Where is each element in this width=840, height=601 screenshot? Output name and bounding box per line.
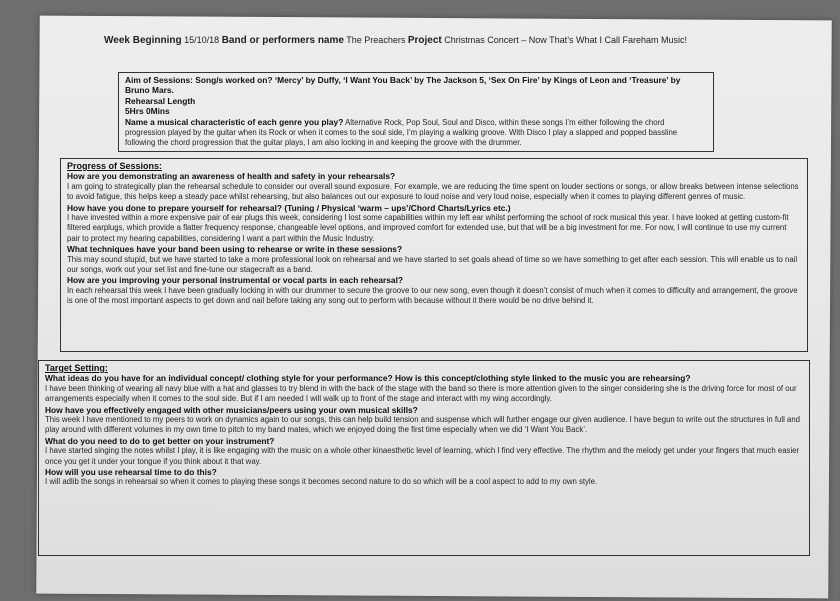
techniques-answer: This may sound stupid, but we have started to take a more professional look on rehearsal and we have started to set goals ahead of time so we have something to get after each session. This will enable us to nail our songs, work out your set list and fine-tune our stagecraft as a band. [67,254,798,275]
improvement-answer: I have started singing the notes whilst I play, it is like engaging with the music on a whole other kinaesthetic level of learning, which I find very effective. The rhythm and the melody get under your fingers that much easier once you get it under your tongue if you think about it that way. [45,446,800,466]
band-value: The Preachers [346,35,406,45]
concept-question: What ideas do you have for an individual concept/ clothing style for your performance? How is this concept/clothing style linked to the music you are rehearsing? [45,373,691,384]
rehearsal-length-value: 5Hrs 0Mins [125,106,170,117]
target-title: Target Setting: [45,363,108,373]
aim-section [118,72,714,152]
improving-answer: In each rehearsal this week I have been gradually locking in with our drummer to secure the groove to our new song, even though it doesn’t consist of much when it comes to difficulty and arrangement, the groove is one of the most important aspects to get down and nail before taking any song out to perform with because without it there would be no drive behind it. [67,285,798,306]
rehearsal-time-answer: I will adlib the songs in rehearsal so when it comes to playing these songs it becomes second nature to do so which will be a cool aspect to add to my own style. [45,477,598,487]
project-value: Christmas Concert – Now That’s What I Call Fareham Music! [444,35,688,45]
progress-section [60,158,808,352]
improvement-question: What do you need to do to get better on your instrument? [45,435,275,446]
band-label: Band or performers name [221,35,344,46]
health-safety-answer: I am going to strategically plan the rehearsal schedule to consider our overall sound exposure. For example, we are reducing the time spent on louder sections or songs, or allow breaks between intense selections to avoid fatigue, this helps keep a steady pace whilst rehearsing, but also balances out our exposure to loud noise and very loud noise, especially when it comes to playing different genres of music. [67,181,799,202]
week-label: Week Beginning [104,35,182,46]
preparation-answer: I have invested within a more expensive pair of ear plugs this week, considering I lost some capabilities within my left ear whilst performing the school of rock musical this year. I have looked at getting custom-fit filtered earplugs, which provide a flatter frequency response, changeable level options, and improved comfort for extended use, but that will be a big investment for me. For now, I will continue to use my current pair to protect my hearing capabilities, considering I want a part within the Music Industry. [67,213,789,243]
document-header [104,34,744,47]
health-safety-question: How are you demonstrating an awareness of health and safety in your rehearsals? [67,171,396,182]
genre-answer: Alternative Rock, Pop Soul, Soul and Disco, within these songs I’m either following the chord progression played by the guitar when its Rock or when it comes to the soul side, I’m playing a walking groove. With Disco I play a slapped and popped bassline following the chord progression that the guitar plays, I am also locking in and keeping the groove with the drummer. [125,117,678,148]
target-section [38,360,810,556]
rehearsal-length-label: Rehearsal Length [125,95,196,106]
week-value: 15/10/18 [184,35,220,45]
rehearsal-time-question: How will you use rehearsal time to do this? [45,467,217,478]
progress-title: Progress of Sessions: [67,161,163,171]
techniques-question: What techniques have your band been using to rehearse or write in these sessions? [67,244,403,255]
aim-heading: Aim of Sessions: Song/s worked on? ‘Mercy’ by Duffy, ‘I Want You Back’ by The Jackson 5, ‘Sex On Fire’ by Kings of Leon and ‘Treasure’ by Bruno Mars. [125,75,681,96]
concept-answer: I have been thinking of wearing all navy blue with a hat and glasses to try blend in with the back of the stage with the band so there is more attention given to the singer considering she is the driving force for most of our arrangements especially when it comes to the soul side. But if I am needed I will walk up to front of the stage and interact with my wing accordingly. [45,383,797,404]
preparation-question: How have you done to prepare yourself for rehearsal? (Tuning / Physical ‘warm – ups’/Chord Charts/Lyrics etc.) [67,202,511,213]
improving-question: How are you improving your personal instrumental or vocal parts in each rehearsal? [67,275,404,286]
project-label: Project [407,35,442,46]
genre-question: Name a musical characteristic of each genre you play? [125,116,344,127]
engagement-question: How have you effectively engaged with other musicians/peers using your own musical skills? [45,404,418,415]
engagement-answer: This week I have mentioned to my peers to work on dynamics again to our songs, this can help build tension and suspense which will further engage our given audience. I have begun to write out the structures in full and play around with different volumes in my own time to pitch to my band mates, which we enjoyed doing the first time especially when we did ‘I Want You Back’. [45,415,801,435]
